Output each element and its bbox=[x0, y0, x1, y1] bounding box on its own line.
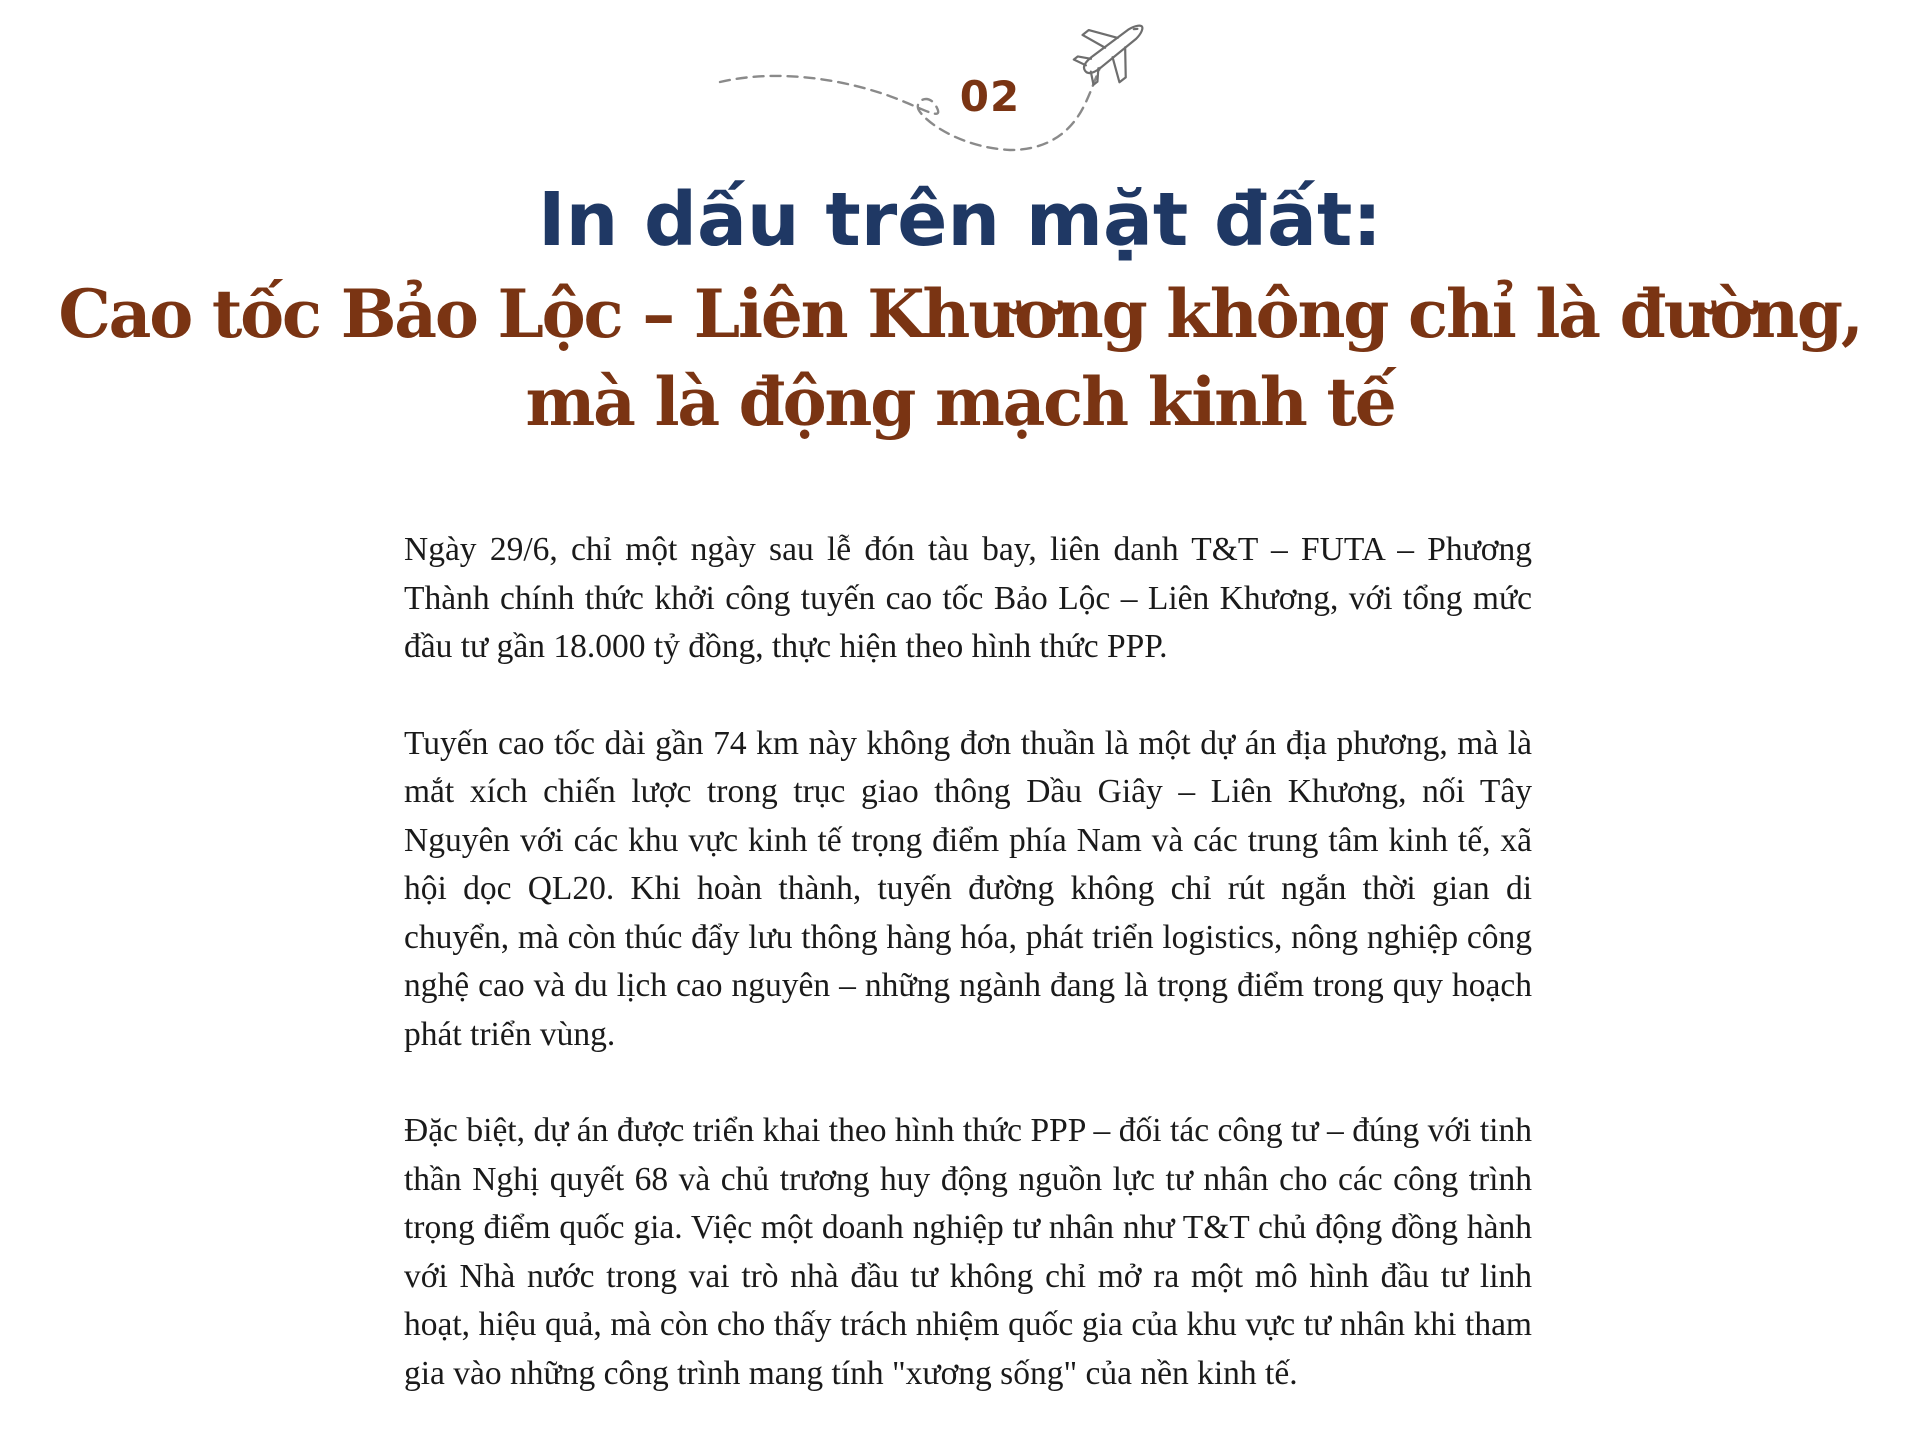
article-paragraph: Đặc biệt, dự án được triển khai theo hình thức PPP – đối tác công tư – đúng với tinh thần Nghị quyết 68 và chủ trương huy động nguồn lực tư nhân cho các công trình trọng điểm quốc gia. Việc một doanh nghiệp tư nhân như T&T chủ động đồng hành với Nhà nước trong vai trò nhà đầu tư không chỉ mở ra một mô hình đầu tư linh hoạt, hiệu quả, mà còn cho thấy trách nhiệm quốc gia của khu vực tư nhân khi tham gia vào những công trình mang tính "xương sống" của nền kinh tế. bbox=[404, 1112, 1532, 1392]
article-body bbox=[404, 526, 1532, 1446]
page-title bbox=[0, 170, 1920, 446]
section-number: 02 bbox=[959, 72, 1021, 121]
title-headline-line-1: Cao tốc Bảo Lộc – Liên Khương không chỉ là đường, bbox=[58, 275, 1862, 353]
article-paragraph: Tuyến cao tốc dài gần 74 km này không đơn thuần là một dự án địa phương, mà là mắt xích chiến lược trong trục giao thông Dầu Giây – Liên Khương, nối Tây Nguyên với các khu vực kinh tế trọng điểm phía Nam và các trung tâm kinh tế, xã hội dọc QL20. Khi hoàn thành, tuyến đường không chỉ rút ngắn thời gian di chuyển, mà còn thúc đẩy lưu thông hàng hóa, phát triển logistics, nông nghiệp công nghệ cao và du lịch cao nguyên – những ngành đang là trọng điểm trong quy hoạch phát triển vùng. bbox=[404, 724, 1532, 1053]
dashed-flight-path bbox=[720, 68, 1100, 150]
title-headline-line-2: mà là động mạch kinh tế bbox=[525, 363, 1395, 441]
title-kicker: In dấu trên mặt đất: bbox=[538, 177, 1382, 263]
article-paragraph: Ngày 29/6, chỉ một ngày sau lễ đón tàu bay, liên danh T&T – FUTA – Phương Thành chính thức khởi công tuyến cao tốc Bảo Lộc – Liên Khương, với tổng mức đầu tư gần 18.000 tỷ đồng, thực hiện theo hình thức PPP. bbox=[404, 531, 1532, 665]
airplane-icon bbox=[1065, 10, 1160, 96]
flight-path-ornament bbox=[700, 10, 1160, 170]
